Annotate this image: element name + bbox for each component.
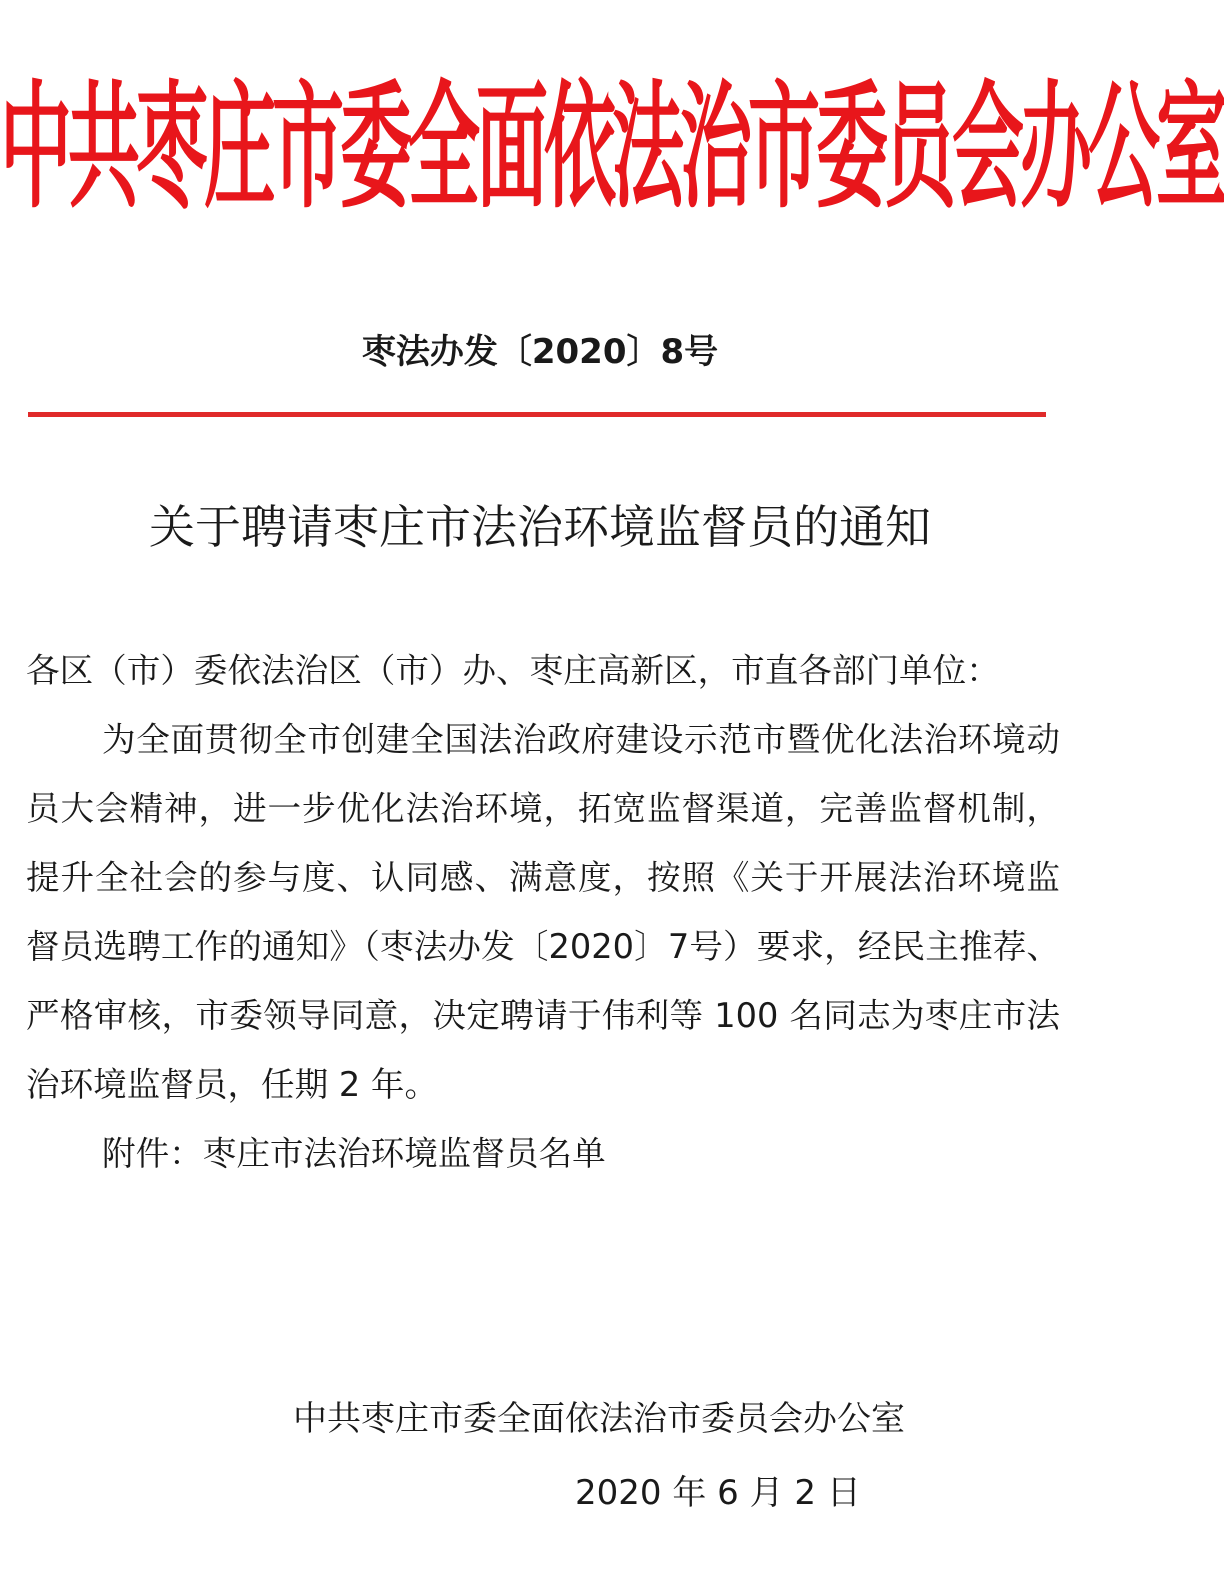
issuer-red-header: 中共枣庄市委全面依法治市委员会办公室	[0, 67, 1224, 227]
addressee-line: 各区（市）委依法治区（市）办、枣庄高新区，市直各部门单位：	[26, 651, 1000, 690]
issue-date: 2020 年 6 月 2 日	[575, 1473, 861, 1513]
main-paragraph: 为全面贯彻全市创建全国法治政府建设示范市暨优化法治环境动员大会精神，进一步优化法治环境，拓宽监督渠道，完善监督机制，提升全社会的参与度、认同感、满意度，按照《关于开展法治环境监督员选聘工作的通知》（枣法办发〔2020〕7号）要求，经民主推荐、严格审核，市委领导同意，决定聘请于伟利等 100 名同志为枣庄市法治环境监督员，任期 2 年。	[26, 720, 1060, 1104]
document-number: 枣法办发〔2020〕8号	[361, 332, 719, 372]
signature-organization: 中共枣庄市委全面依法治市委员会办公室	[293, 1399, 905, 1439]
notice-title: 关于聘请枣庄市法治环境监督员的通知	[149, 500, 931, 554]
notice-body	[26, 636, 1060, 1188]
attachment-line: 附件：枣庄市法治环境监督员名单	[102, 1134, 606, 1173]
red-divider	[28, 412, 1046, 417]
